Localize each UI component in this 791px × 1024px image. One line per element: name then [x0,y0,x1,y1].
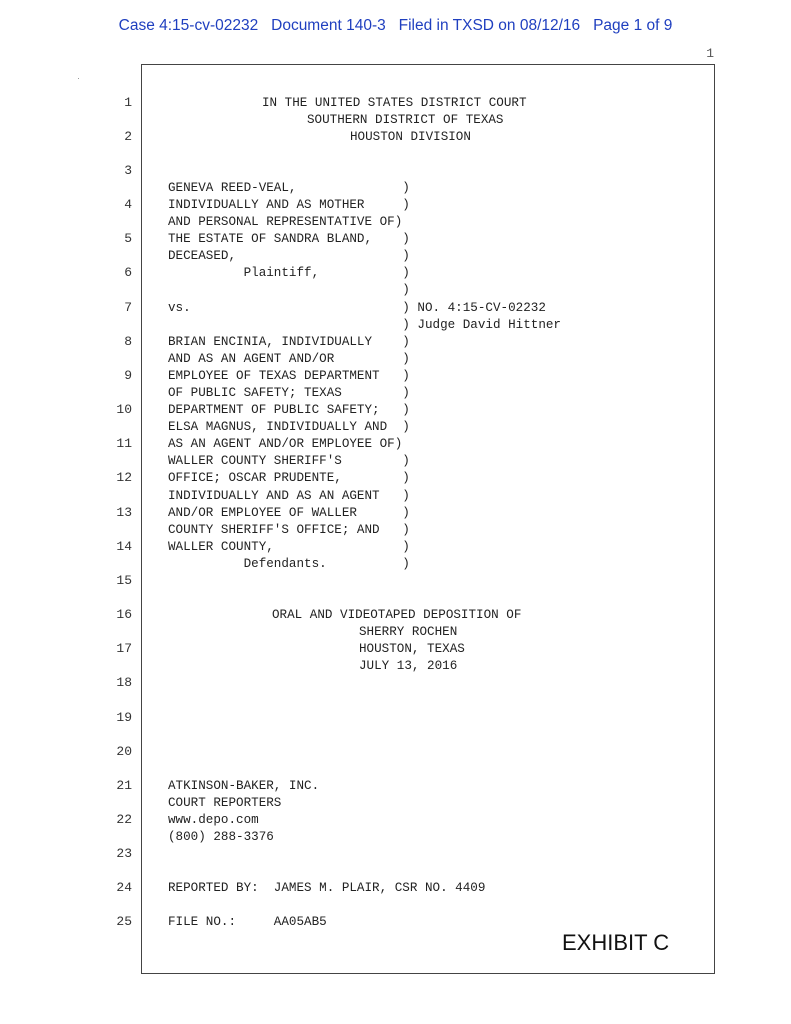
caption-line: DEPARTMENT OF PUBLIC SAFETY; ) [168,403,410,417]
reporter-firm-type: COURT REPORTERS [168,796,282,810]
line-number: 10 [116,402,132,417]
line-number: 9 [124,368,132,383]
reporter-firm-website: www.depo.com [168,813,259,827]
page-number: 1 [706,46,714,61]
caption-line: ) [168,283,410,297]
line-number: 18 [116,675,132,690]
caption-line: GENEVA REED-VEAL, ) [168,181,410,195]
caption-line: Defendants. ) [168,557,410,571]
caption-line: Plaintiff, ) [168,266,410,280]
caption-line: AND AS AN AGENT AND/OR ) [168,352,410,366]
caption-line: OF PUBLIC SAFETY; TEXAS ) [168,386,410,400]
court-division: HOUSTON DIVISION [350,130,471,144]
line-number: 3 [124,163,132,178]
line-number: 5 [124,231,132,246]
deposition-witness: SHERRY ROCHEN [359,625,458,639]
case-header: Case 4:15-cv-02232 Document 140-3 Filed in TXSD on 08/12/16 Page 1 of 9 [118,17,673,34]
line-number: 19 [116,710,132,725]
deposition-location: HOUSTON, TEXAS [359,642,465,656]
caption-line: ELSA MAGNUS, INDIVIDUALLY AND ) [168,420,410,434]
caption-line: DECEASED, ) [168,249,410,263]
caption-line: INDIVIDUALLY AND AS MOTHER ) [168,198,410,212]
line-number: 7 [124,300,132,315]
caption-line: EMPLOYEE OF TEXAS DEPARTMENT ) [168,369,410,383]
line-number: 15 [116,573,132,588]
caption-line: INDIVIDUALLY AND AS AN AGENT ) [168,489,410,503]
caption-line: AND/OR EMPLOYEE OF WALLER ) [168,506,410,520]
file-number: FILE NO.: AA05AB5 [168,915,327,929]
caption-line: ) Judge David Hittner [168,318,561,332]
line-number: 22 [116,812,132,827]
line-number: 25 [116,914,132,929]
caption-line: AS AN AGENT AND/OR EMPLOYEE OF) [168,437,403,451]
line-number: 14 [116,539,132,554]
caption-line: COUNTY SHERIFF'S OFFICE; AND ) [168,523,410,537]
line-number: 12 [116,470,132,485]
caption-line: OFFICE; OSCAR PRUDENTE, ) [168,471,410,485]
line-number: 23 [116,846,132,861]
line-number: 24 [116,880,132,895]
caption-line: vs. ) NO. 4:15-CV-02232 [168,301,546,315]
line-number: 2 [124,129,132,144]
reported-by: REPORTED BY: JAMES M. PLAIR, CSR NO. 4409 [168,881,486,895]
caption-line: THE ESTATE OF SANDRA BLAND, ) [168,232,410,246]
deposition-title: ORAL AND VIDEOTAPED DEPOSITION OF [272,608,522,622]
line-number: 6 [124,265,132,280]
caption-line: WALLER COUNTY, ) [168,540,410,554]
reporter-firm-name: ATKINSON-BAKER, INC. [168,779,320,793]
deposition-date: JULY 13, 2016 [359,659,458,673]
line-number: 16 [116,607,132,622]
exhibit-label: EXHIBIT C [562,930,670,955]
line-number: 21 [116,778,132,793]
line-number: 4 [124,197,132,212]
caption-line: WALLER COUNTY SHERIFF'S ) [168,454,410,468]
line-number: 1 [124,95,132,110]
line-number: 20 [116,744,132,759]
court-name: IN THE UNITED STATES DISTRICT COURT [262,96,527,110]
line-number: 17 [116,641,132,656]
caption-line: AND PERSONAL REPRESENTATIVE OF) [168,215,403,229]
caption-line: BRIAN ENCINIA, INDIVIDUALLY ) [168,335,410,349]
court-district: SOUTHERN DISTRICT OF TEXAS [307,113,504,127]
line-number: 11 [116,436,132,451]
line-number: 8 [124,334,132,349]
scan-speck [78,78,79,79]
reporter-firm-phone: (800) 288-3376 [168,830,274,844]
line-number: 13 [116,505,132,520]
